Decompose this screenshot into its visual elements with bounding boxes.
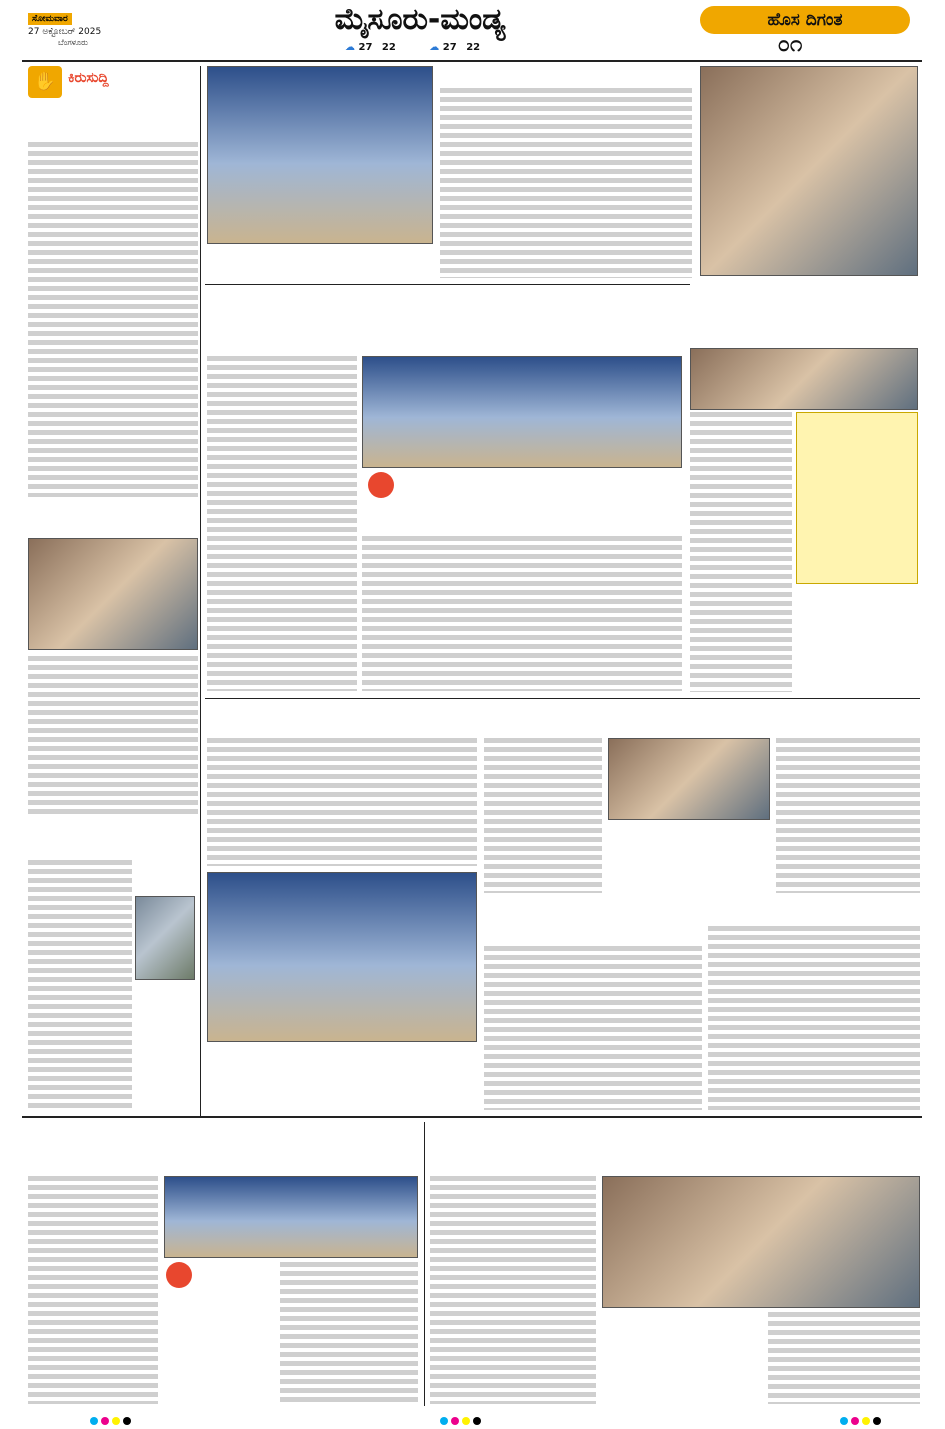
weather-max-1: 27 xyxy=(358,42,373,53)
indira-award-photo xyxy=(135,896,195,980)
hearing-aids-body xyxy=(28,142,198,497)
page-number: ೦೧ xyxy=(777,32,803,57)
cylinder-protest-head xyxy=(430,1142,920,1172)
hearing-aids-head xyxy=(28,104,198,140)
quality-education-body xyxy=(690,412,792,692)
new-president-head xyxy=(207,704,477,734)
masthead xyxy=(0,0,945,60)
brand-logo xyxy=(700,6,910,34)
nss-clean-body xyxy=(28,656,198,816)
development-guru-head xyxy=(484,704,920,734)
book-reading-head xyxy=(28,1140,418,1172)
quality-education-photo-caption xyxy=(796,588,918,608)
registration-marks xyxy=(840,1410,920,1420)
village-photo xyxy=(700,66,918,276)
registration-marks xyxy=(90,1410,170,1420)
jail-fraud-head xyxy=(484,898,702,942)
top-section-rule xyxy=(205,284,690,285)
cylinder-protest-photo xyxy=(602,1176,920,1308)
column-divider xyxy=(200,66,201,1116)
book-reading-pullquote-by xyxy=(164,1366,274,1378)
nss-clean-photo xyxy=(28,538,198,650)
city-label: ಬೆಂಗಳೂರು xyxy=(58,38,88,47)
date-label: 27 ಅಕ್ಟೋಬರ್ 2025 xyxy=(28,27,102,37)
cylinder-protest-kicker xyxy=(430,1122,920,1140)
ethics-priority-head xyxy=(440,66,690,84)
masthead-rule xyxy=(22,60,922,62)
lower-section-rule xyxy=(22,1116,922,1118)
quote-icon xyxy=(368,472,394,498)
sangha-support-body xyxy=(708,926,920,1110)
jail-fraud-body xyxy=(484,946,702,1110)
weather-icon: ☁ xyxy=(345,42,355,53)
kiru-suddi-title: ಕಿರುಸುದ್ದಿ xyxy=(68,70,109,86)
indira-award-head xyxy=(28,822,198,856)
development-guru-body-right xyxy=(776,738,920,893)
quality-education-head xyxy=(690,290,920,346)
development-guru-body xyxy=(484,738,602,893)
weather-strip xyxy=(345,42,525,58)
book-reading-body-right xyxy=(280,1262,418,1404)
ai-role-pullquote-by xyxy=(398,516,682,528)
quality-education-sidebar xyxy=(796,412,918,584)
quality-education-photo xyxy=(690,348,918,410)
kiru-suddi-banner xyxy=(28,66,188,98)
mid-section-rule xyxy=(205,698,920,699)
ai-role-body-right xyxy=(362,536,682,691)
indira-award-body xyxy=(28,860,132,1110)
new-president-photo-caption xyxy=(207,1046,477,1110)
book-reading-body xyxy=(28,1176,158,1404)
sangha-support-head xyxy=(708,898,920,922)
weekday-label: ಸೋಮವಾರ xyxy=(28,13,72,25)
weather-min-1: 22 xyxy=(381,42,396,53)
cylinder-protest-body-right xyxy=(768,1312,920,1404)
registration-marks xyxy=(440,1410,520,1420)
ai-role-pullquote xyxy=(398,470,682,512)
masthead-date-block xyxy=(28,6,128,48)
cylinder-protest-pullquote xyxy=(602,1312,762,1404)
brand-name: ಹೊಸ ದಿಗಂತ xyxy=(767,10,843,30)
new-president-photo xyxy=(207,872,477,1042)
development-guru-photo xyxy=(608,738,770,820)
weather-min-2: 22 xyxy=(466,42,481,53)
cylinder-protest-body xyxy=(430,1176,596,1404)
hand-icon: ✋ xyxy=(28,66,62,98)
ai-role-kicker xyxy=(207,290,682,306)
sports-photo xyxy=(207,66,433,244)
book-reading-kicker xyxy=(28,1122,418,1138)
weather-max-2: 27 xyxy=(442,42,457,53)
column-divider xyxy=(424,1122,425,1406)
ai-role-head xyxy=(207,310,682,352)
book-reading-photo xyxy=(164,1176,418,1258)
ai-role-body-left xyxy=(207,356,357,691)
sidebar-body xyxy=(797,419,917,425)
new-president-body xyxy=(207,738,477,866)
ethics-priority-body xyxy=(440,88,692,278)
quote-icon xyxy=(166,1262,192,1288)
edition-title: ಮೈಸೂರು-ಮಂಡ್ಯ xyxy=(334,2,506,37)
ai-role-photo xyxy=(362,356,682,468)
book-reading-pullquote xyxy=(164,1292,274,1362)
nss-clean-head xyxy=(28,500,198,534)
weather-icon: ☁ xyxy=(429,42,440,53)
sports-photo-caption xyxy=(207,248,433,278)
development-guru-photo-caption xyxy=(608,822,770,852)
